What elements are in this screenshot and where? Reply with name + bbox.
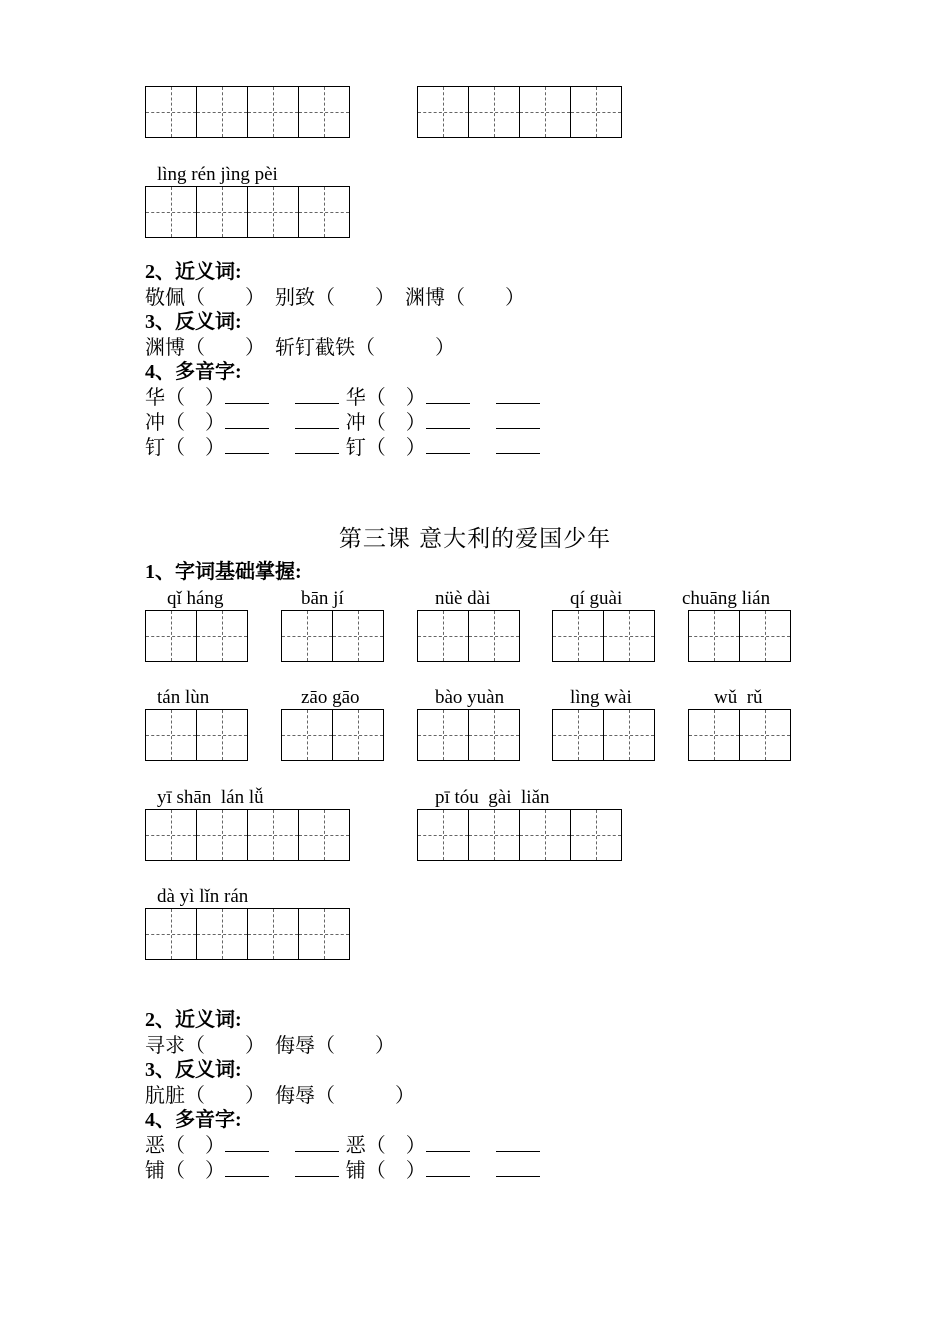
polyphone-row: 冲（ ） 冲（ ） — [145, 410, 540, 435]
writing-cell[interactable] — [247, 86, 299, 138]
writing-cell[interactable] — [196, 709, 248, 761]
answer-blank[interactable] — [496, 437, 540, 454]
writing-cell[interactable] — [196, 86, 248, 138]
answer-blank[interactable] — [295, 387, 339, 404]
pinyin-label: dà yì lǐn rán — [157, 886, 249, 907]
writing-cell[interactable] — [298, 908, 350, 960]
writing-cell[interactable] — [196, 809, 248, 861]
lesson-title: 第三课 意大利的爱国少年 — [338, 526, 612, 552]
writing-cell[interactable] — [688, 709, 740, 761]
writing-cell[interactable] — [417, 86, 469, 138]
writing-cell[interactable] — [739, 610, 791, 662]
writing-cell[interactable] — [468, 86, 520, 138]
answer-blank[interactable] — [426, 412, 470, 429]
answer-blank[interactable] — [496, 412, 540, 429]
answer-blank[interactable] — [225, 437, 269, 454]
writing-cell[interactable] — [298, 86, 350, 138]
writing-cell[interactable] — [247, 809, 299, 861]
writing-cell[interactable] — [196, 610, 248, 662]
writing-cell[interactable] — [298, 186, 350, 238]
polyphone-heading: 4、多音字: — [145, 1109, 242, 1131]
writing-cell[interactable] — [519, 809, 571, 861]
writing-cell[interactable] — [145, 610, 197, 662]
antonyms-line: 渊博（ ） 斩钉截铁（ ） — [145, 335, 455, 359]
pinyin-label: nüè dài — [435, 588, 491, 609]
antonyms-heading: 3、反义词: — [145, 1059, 242, 1081]
writing-cell[interactable] — [332, 709, 384, 761]
writing-cell[interactable] — [145, 86, 197, 138]
writing-cell[interactable] — [603, 610, 655, 662]
answer-blank[interactable] — [426, 437, 470, 454]
pinyin-label: zāo gāo — [301, 687, 360, 708]
answer-blank[interactable] — [295, 1135, 339, 1152]
pinyin-label: qí guài — [570, 588, 623, 609]
writing-cell[interactable] — [417, 809, 469, 861]
answer-blank[interactable] — [426, 1135, 470, 1152]
synonyms-line: 寻求（ ） 侮辱（ ） — [145, 1033, 395, 1057]
writing-cell[interactable] — [247, 908, 299, 960]
writing-cell[interactable] — [332, 610, 384, 662]
polyphone-row: 钉（ ） 钉（ ） — [145, 435, 540, 460]
pinyin-label: bào yuàn — [435, 687, 505, 708]
writing-cell[interactable] — [247, 186, 299, 238]
pinyin-label: chuāng lián — [682, 588, 771, 609]
antonyms-heading: 3、反义词: — [145, 311, 242, 333]
pinyin-label: bān jí — [301, 588, 344, 609]
answer-blank[interactable] — [426, 1160, 470, 1177]
writing-cell[interactable] — [552, 610, 604, 662]
writing-cell[interactable] — [196, 186, 248, 238]
pinyin-label: wǔ rǔ — [714, 687, 763, 708]
answer-blank[interactable] — [225, 412, 269, 429]
answer-blank[interactable] — [496, 1160, 540, 1177]
answer-blank[interactable] — [295, 1160, 339, 1177]
synonyms-heading: 2、近义词: — [145, 261, 242, 283]
pinyin-label: qǐ háng — [167, 588, 224, 609]
writing-cell[interactable] — [298, 809, 350, 861]
polyphone-heading: 4、多音字: — [145, 361, 242, 383]
writing-cell[interactable] — [570, 86, 622, 138]
writing-cell[interactable] — [145, 809, 197, 861]
writing-cell[interactable] — [417, 610, 469, 662]
pinyin-label: lìng rén jìng pèi — [157, 164, 278, 185]
writing-cell[interactable] — [196, 908, 248, 960]
synonyms-heading: 2、近义词: — [145, 1009, 242, 1031]
answer-blank[interactable] — [496, 1135, 540, 1152]
answer-blank[interactable] — [225, 1160, 269, 1177]
writing-cell[interactable] — [739, 709, 791, 761]
writing-cell[interactable] — [552, 709, 604, 761]
antonyms-line: 肮脏（ ） 侮辱（ ） — [145, 1083, 415, 1107]
pinyin-label: pī tóu gài liǎn — [435, 787, 550, 808]
pinyin-label: lìng wài — [570, 687, 632, 708]
answer-blank[interactable] — [225, 1135, 269, 1152]
writing-cell[interactable] — [145, 908, 197, 960]
writing-cell[interactable] — [281, 709, 333, 761]
synonyms-line: 敬佩（ ） 别致（ ） 渊博（ ） — [145, 285, 525, 309]
writing-cell[interactable] — [468, 809, 520, 861]
writing-cell[interactable] — [688, 610, 740, 662]
writing-cell[interactable] — [417, 709, 469, 761]
writing-cell[interactable] — [519, 86, 571, 138]
writing-cell[interactable] — [468, 610, 520, 662]
writing-cell[interactable] — [603, 709, 655, 761]
basics-heading: 1、字词基础掌握: — [145, 561, 302, 583]
pinyin-label: tán lùn — [157, 687, 210, 708]
writing-cell[interactable] — [145, 186, 197, 238]
answer-blank[interactable] — [225, 387, 269, 404]
writing-cell[interactable] — [468, 709, 520, 761]
polyphone-row: 恶（ ） 恶（ ） — [145, 1133, 540, 1158]
answer-blank[interactable] — [496, 387, 540, 404]
writing-cell[interactable] — [145, 709, 197, 761]
polyphone-row: 铺（ ） 铺（ ） — [145, 1158, 540, 1183]
writing-cell[interactable] — [570, 809, 622, 861]
answer-blank[interactable] — [426, 387, 470, 404]
writing-cell[interactable] — [281, 610, 333, 662]
polyphone-row: 华（ ） 华（ ） — [145, 385, 540, 410]
pinyin-label: yī shān lán lǚ — [157, 787, 264, 808]
answer-blank[interactable] — [295, 412, 339, 429]
answer-blank[interactable] — [295, 437, 339, 454]
